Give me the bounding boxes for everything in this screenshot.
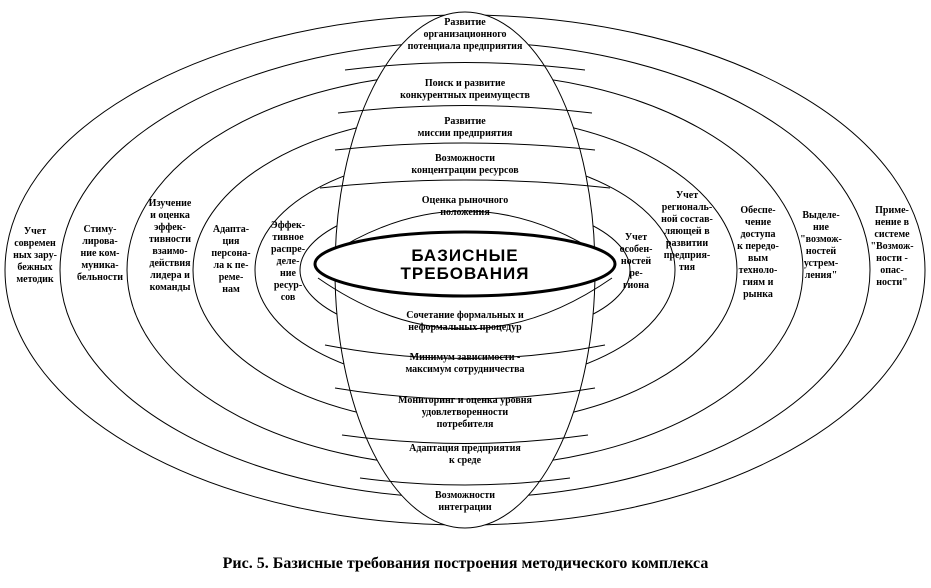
bottom-item-1: Сочетание формальных и неформальных процедур <box>406 310 524 333</box>
top-item-4: Возможности концентрации ресурсов <box>411 153 519 176</box>
top-item-5: Оценка рыночного положения <box>421 195 509 218</box>
top-item-3: Развитие миссии предприятия <box>417 116 513 139</box>
center-title: БАЗИСНЫЕ ТРЕБОВАНИЯ <box>400 246 530 283</box>
left-item-5: Эффек- тивное распре- деле- ние ресур- сов <box>270 220 306 303</box>
figure-caption: Рис. 5. Базисные требования построения методического комплекса <box>222 555 709 572</box>
right-item-5: Приме- нение в системе "Возмож- ности - опас- ности" <box>870 205 914 288</box>
left-item-3: Изучение и оценка эффек- тивности взаимо- действия лидера и команды <box>148 198 192 293</box>
bottom-item-2: Минимум зависимости - максимум сотрудничества <box>405 352 525 375</box>
top-item-2: Поиск и развитие конкурентных преимуществ <box>400 78 530 101</box>
right-item-1: Учет особен- ностей ре- гиона <box>619 232 653 291</box>
left-item-1: Учет современ ных зару- бежных методик <box>13 226 57 285</box>
left-item-2: Стиму- лирова- ние ком- муника- бельности <box>76 224 124 283</box>
bottom-item-3: Мониторинг и оценка уровня удовлетворенности потребителя <box>398 395 532 430</box>
right-item-4: Выделе- ние "возмож- ностей устрем- ления" <box>800 210 842 281</box>
right-item-3: Обеспе- чение доступа к передо- вым техноло- гиям и рынка <box>737 205 779 300</box>
bottom-item-4: Адаптация предприятия к среде <box>409 443 521 466</box>
top-item-1: Развитие организационного потенциала предприятия <box>407 17 523 52</box>
bottom-item-5: Возможности интеграции <box>434 490 496 513</box>
left-item-4: Адапта- ция персона- ла к пе- реме- нам <box>211 224 251 295</box>
right-item-2: Учет региональ- ной состав- ляющей в развитии предприя- тия <box>661 190 713 273</box>
